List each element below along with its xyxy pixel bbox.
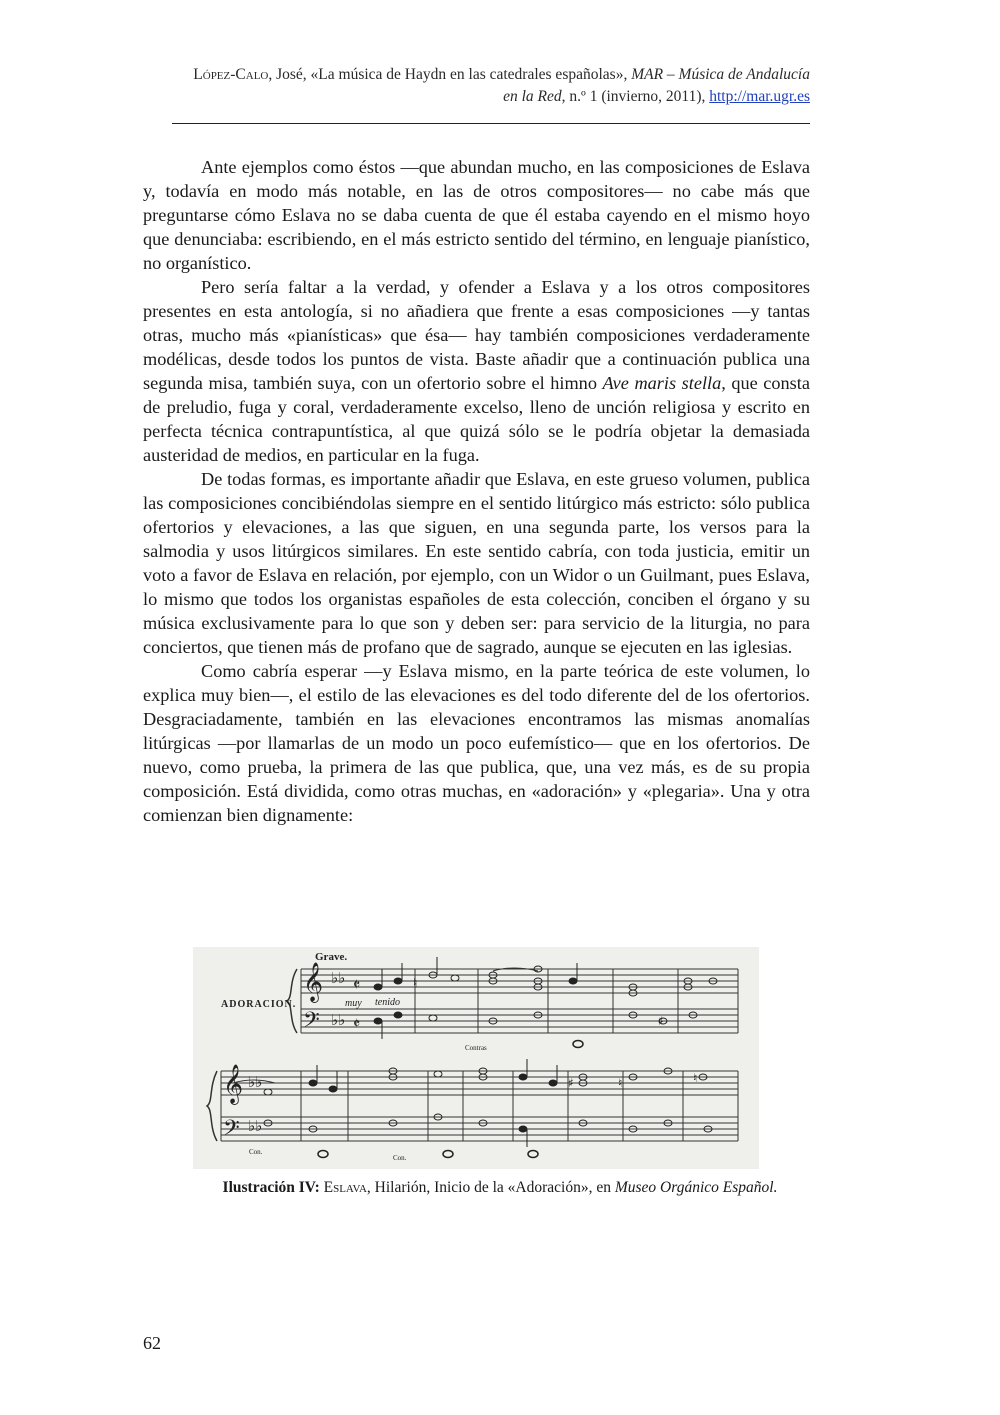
system1-bass-staff — [301, 1009, 738, 1033]
svg-text:𝄢: 𝄢 — [223, 1116, 240, 1146]
caption-label: Ilustración IV: — [222, 1179, 320, 1196]
header-line-1 — [143, 64, 810, 86]
svg-text:♭♭: ♭♭ — [248, 1117, 263, 1135]
svg-text:♮: ♮ — [413, 976, 418, 990]
svg-text:𝄞: 𝄞 — [303, 962, 324, 1002]
paragraph-4: Como cabría esperar —y Eslava mismo, en la parte teórica de este volumen, lo explica muy bien—, el estilo de las elevaciones es del todo diferente del de los ofertorios. Desgraciadamente, también en las elevaciones encontramos las mismas anomalías litúrgicas —por llamarlas de un modo un poco eufemístico— que en los ofertorios. De nuevo, como prueba, la primera de las que publica, que, una vez más, es de su propia composición. Está dividida, como otras muchas, en «adoración» y «plegaria». Una y otra comienzan bien dignamente: — [143, 661, 810, 825]
header-author: López-Calo — [193, 66, 269, 83]
svg-text:♭♭: ♭♭ — [331, 1011, 346, 1029]
svg-text:♭♭: ♭♭ — [331, 969, 346, 987]
caption-source: Museo Orgánico Español. — [614, 1179, 778, 1196]
header-url-link[interactable]: http://mar.ugr.es — [709, 88, 810, 105]
hymn-title: Ave maris stella, — [602, 373, 726, 393]
paragraph-1: Ante ejemplos como éstos —que abundan mucho, en las composiciones de Eslava y, todavía en modo más notable, en las de otros compositores— no cabe más que preguntarse cómo Eslava no se daba cuenta de que él estaba cayendo en el mismo hoyo que denunciaba: escribiendo, en el más estricto sentido del término, en lenguaje pianístico, no organístico. — [143, 157, 810, 273]
body-text — [143, 155, 810, 827]
paragraph-2 — [143, 275, 810, 467]
expression-marking-2: tenido — [375, 997, 400, 1008]
svg-text:𝄵: 𝄵 — [353, 1014, 361, 1033]
paragraph-2-text-b: que consta de preludio, fuga y coral, verdaderamente excelso, lleno de unción religiosa y escrito en perfecta técnica contrapuntística, al que quizá sólo se le podría objetar la demasiada austeridad de medios, en particular en la fuga. — [143, 373, 810, 465]
caption-author: Eslava — [323, 1179, 367, 1196]
header-line-2 — [143, 86, 810, 108]
music-score-figure — [193, 947, 759, 1169]
svg-text:♯: ♯ — [568, 1076, 574, 1090]
con-label-1: Con. — [249, 1148, 263, 1156]
page-number: 62 — [143, 1333, 161, 1353]
header-rule — [172, 123, 810, 124]
figure-caption — [100, 1178, 900, 1198]
tempo-marking: Grave. — [315, 951, 348, 963]
contras-label: Contras — [465, 1044, 487, 1052]
header-journal: MAR – Música de Andalucía — [631, 66, 810, 83]
section-label: ADORACION. — [221, 999, 297, 1010]
svg-text:♮: ♮ — [693, 1071, 698, 1085]
svg-text:𝄵: 𝄵 — [353, 975, 361, 994]
svg-text:♯: ♯ — [658, 1014, 664, 1028]
svg-text:𝄞: 𝄞 — [223, 1064, 244, 1104]
header-journal-cont: en la Red — [503, 88, 562, 105]
header-issue: , n.º 1 (invierno, 2011), — [561, 88, 710, 105]
caption-text: , Hilarión, Inicio de la «Adoración», en — [366, 1179, 615, 1196]
paragraph-3: De todas formas, es importante añadir que Eslava, en este grueso volumen, publica las composiciones concibiéndolas siempre en el sentido litúrgico más estricto: sólo publica ofertorios y elevaciones, a las que siguen, en una segunda parte, los versos para la salmodia y usos litúrgicos similares. En este sentido cabría, con toda justicia, emitir un voto a favor de Eslava en relación, por ejemplo, con un Widor o un Guilmant, pues Eslava, lo mismo que todos los organistas españoles de esta colección, conciben el órgano y su música exclusivamente para lo que son y deben ser: para servicio de la liturgia, no para conciertos, que tienen más de profano que de sagrado, aunque se ejecuten en las iglesias. — [143, 469, 810, 657]
svg-text:♮: ♮ — [618, 1076, 623, 1090]
con-label-2: Con. — [393, 1154, 407, 1162]
system1-treble-staff — [301, 969, 738, 993]
svg-text:♭♭: ♭♭ — [248, 1073, 263, 1091]
svg-text:𝄢: 𝄢 — [303, 1008, 320, 1038]
paragraph-2-text-a: Pero sería faltar a la verdad, y ofender a Eslava y a los otros compositores presentes en esta antología, si no añadiera que frente a esas composiciones —y tantas otras, mucho más «pianísticas» que ésa— hay también composiciones verdaderamente modélicas, desde todos los puntos de vista. Baste añadir que a continuación publica una segunda misa, también suya, con un ofertorio sobre el himno — [143, 277, 810, 393]
music-score-image — [193, 947, 759, 1169]
running-header — [143, 64, 810, 108]
expression-marking-1: muy — [345, 998, 362, 1009]
header-title: , José, «La música de Haydn en las catedrales españolas», — [268, 66, 632, 83]
